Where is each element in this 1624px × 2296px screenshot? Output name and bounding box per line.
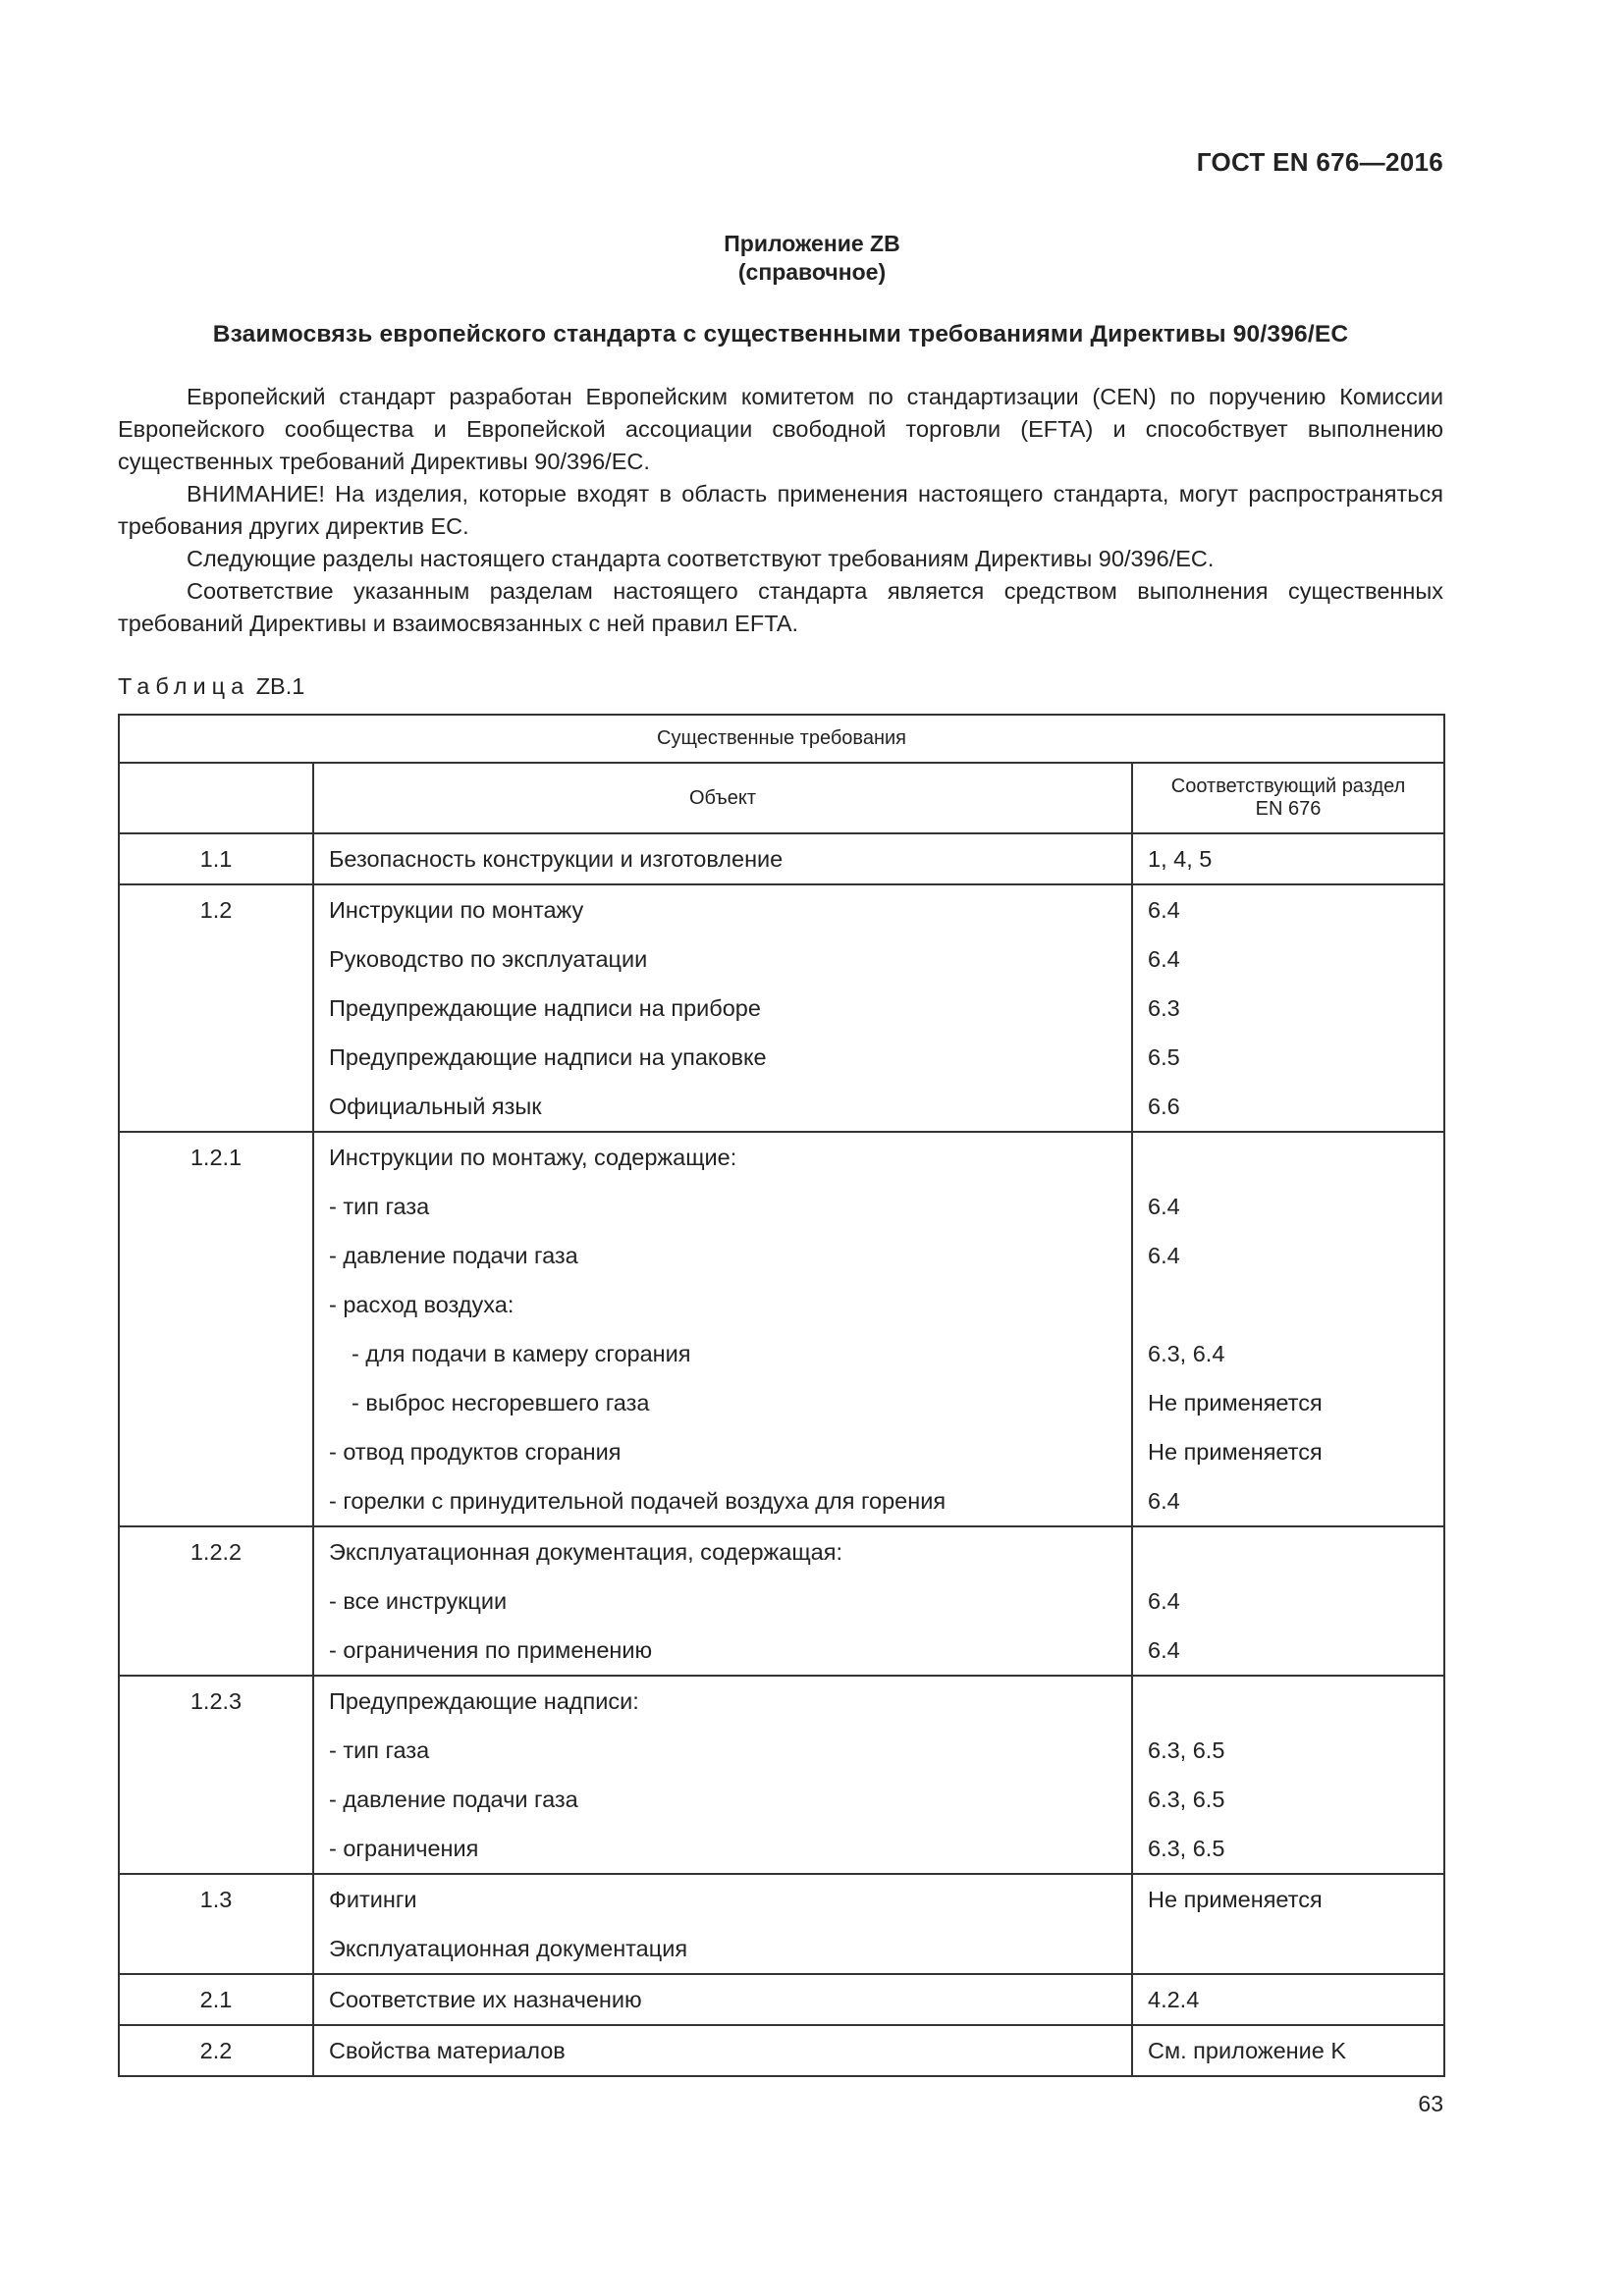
section-ref: Не применяется (1148, 1887, 1323, 1912)
section-ref: 6.4 (1148, 897, 1180, 923)
annex-subtitle: (справочное) (737, 259, 887, 285)
table-row (119, 1974, 1444, 2025)
object-text: - отвод продуктов сгорания (329, 1439, 622, 1465)
section-ref (1133, 1280, 1443, 1329)
section-cell (1132, 1676, 1444, 1874)
section-cell (1132, 1974, 1444, 2025)
section-ref: 6.6 (1148, 1094, 1180, 1119)
object-text: Предупреждающие надписи на приборе (329, 995, 761, 1021)
row-number: 1.2 (199, 897, 233, 923)
row-number-cell (119, 884, 313, 1132)
section-ref (1133, 1677, 1443, 1726)
header-object: Объект (313, 763, 1132, 833)
section-ref: 6.5 (1148, 1044, 1180, 1070)
object-text: Инструкции по монтажу (329, 897, 584, 923)
row-number: 1.2.2 (189, 1539, 243, 1565)
row-number-cell (119, 1676, 313, 1874)
paragraph-conformity: Соответствие указанным разделам настоящего стандарта является средством выполнения существенных требований Директивы и взаимосвязанных с ней правил EFTA. (118, 578, 1443, 636)
section-ref: 6.3, 6.4 (1148, 1341, 1225, 1366)
row-number: 1.1 (199, 846, 233, 872)
table-row (119, 833, 1444, 884)
row-number-cell (119, 1874, 313, 1974)
object-text: Инструкции по монтажу, содержащие: (329, 1145, 737, 1170)
object-text: - ограничения по применению (329, 1637, 653, 1663)
object-text: Предупреждающие надписи на упаковке (329, 1044, 767, 1070)
table-caption-id: ZB.1 (255, 673, 305, 699)
header-essential-requirements: Существенные требования (119, 715, 1444, 763)
object-cell (313, 1974, 1132, 2025)
section-ref: 6.4 (1148, 946, 1180, 972)
table-subheader-row (119, 763, 1444, 833)
annex-title: Приложение ZB (724, 231, 900, 256)
table-row (119, 1526, 1444, 1676)
section-ref: 6.3, 6.5 (1148, 1836, 1225, 1861)
table-row (119, 2025, 1444, 2076)
row-number: 2.2 (199, 2038, 233, 2063)
object-text: Официальный язык (329, 1094, 542, 1119)
section-ref: Не применяется (1148, 1439, 1323, 1465)
object-text: Фитинги (329, 1887, 417, 1912)
object-text: Эксплуатационная документация, содержащая: (329, 1539, 842, 1565)
row-number-cell (119, 2025, 313, 2076)
section-cell (1132, 1526, 1444, 1676)
section-ref (1133, 1924, 1443, 1973)
table-header-row (119, 715, 1444, 763)
object-text: - горелки с принудительной подачей воздуха для горения (329, 1488, 947, 1514)
object-text: - ограничения (329, 1836, 479, 1861)
section-cell (1132, 1874, 1444, 1974)
section-cell (1132, 884, 1444, 1132)
table-row (119, 1874, 1444, 1974)
object-cell (313, 1676, 1132, 1874)
header-number (119, 763, 313, 833)
paragraph-warning: ВНИМАНИЕ! На изделия, которые входят в область применения настоящего стандарта, могут распространяться требования других директив ЕС. (118, 481, 1443, 539)
object-cell (313, 2025, 1132, 2076)
object-text: - давление подачи газа (329, 1787, 578, 1812)
row-number-cell (119, 1526, 313, 1676)
section-ref: См. приложение K (1148, 2038, 1347, 2063)
object-text: Свойства материалов (329, 2038, 566, 2063)
section-ref: 1, 4, 5 (1148, 846, 1213, 872)
object-text: - для подачи в камеру сгорания (352, 1341, 691, 1366)
section-ref: 6.3 (1148, 995, 1180, 1021)
section-cell (1132, 833, 1444, 884)
object-text: Соответствие их назначению (329, 1987, 642, 2012)
row-number: 1.2.3 (189, 1688, 243, 1714)
header-section (1132, 763, 1444, 833)
row-number: 1.2.1 (189, 1145, 243, 1170)
row-number-cell (119, 1132, 313, 1526)
page-number: 63 (1418, 2091, 1443, 2116)
section-ref: 6.4 (1148, 1488, 1180, 1514)
table-caption (118, 673, 304, 700)
section-cell (1132, 1132, 1444, 1526)
section-ref: Не применяется (1148, 1390, 1323, 1415)
object-cell (313, 1132, 1132, 1526)
table-row (119, 1676, 1444, 1874)
table-row (119, 884, 1444, 1132)
section-heading: Взаимосвязь европейского стандарта с существенными требованиями Директивы 90/396/ЕС (212, 321, 1349, 347)
object-text: - все инструкции (329, 1588, 508, 1614)
requirements-table (118, 714, 1445, 2077)
object-text: Руководство по эксплуатации (329, 946, 648, 972)
header-section-line2: EN 676 (1255, 798, 1322, 820)
object-cell (313, 884, 1132, 1132)
row-number-cell (119, 1974, 313, 2025)
section-ref (1133, 1527, 1443, 1576)
object-text: Эксплуатационная документация (329, 1936, 688, 1961)
header-section-line1: Соответствующий раздел (1170, 775, 1406, 797)
section-cell (1132, 2025, 1444, 2076)
standard-code: ГОСТ EN 676—2016 (1196, 147, 1443, 177)
object-text: - тип газа (329, 1737, 430, 1763)
object-cell (313, 833, 1132, 884)
section-ref: 4.2.4 (1148, 1987, 1200, 2012)
section-ref: 6.3, 6.5 (1148, 1737, 1225, 1763)
object-cell (313, 1874, 1132, 1974)
object-text: - расход воздуха: (329, 1292, 514, 1317)
object-text: - давление подачи газа (329, 1243, 578, 1268)
object-text: Безопасность конструкции и изготовление (329, 846, 784, 872)
object-text: - выброс несгоревшего газа (352, 1390, 650, 1415)
section-ref: 6.4 (1148, 1243, 1180, 1268)
paragraph-sections: Следующие разделы настоящего стандарта соответствуют требованиям Директивы 90/396/ЕС. (187, 546, 1215, 571)
object-cell (313, 1526, 1132, 1676)
object-text: - тип газа (329, 1194, 430, 1219)
table-row (119, 1132, 1444, 1526)
section-ref: 6.4 (1148, 1194, 1180, 1219)
row-number-cell (119, 833, 313, 884)
section-ref: 6.4 (1148, 1588, 1180, 1614)
section-ref: 6.3, 6.5 (1148, 1787, 1225, 1812)
table-caption-label: Таблица (118, 673, 250, 699)
section-ref (1133, 1133, 1443, 1182)
row-number: 1.3 (199, 1887, 233, 1912)
section-ref: 6.4 (1148, 1637, 1180, 1663)
paragraph-intro: Европейский стандарт разработан Европейским комитетом по стандартизации (CEN) по поручению Комиссии Европейского сообщества и Европейской ассоциации свободной торговли (EFTA) и способствует выполнению существенных требований Директивы 90/396/ЕС. (118, 384, 1443, 474)
row-number: 2.1 (199, 1987, 233, 2012)
object-text: Предупреждающие надписи: (329, 1688, 639, 1714)
